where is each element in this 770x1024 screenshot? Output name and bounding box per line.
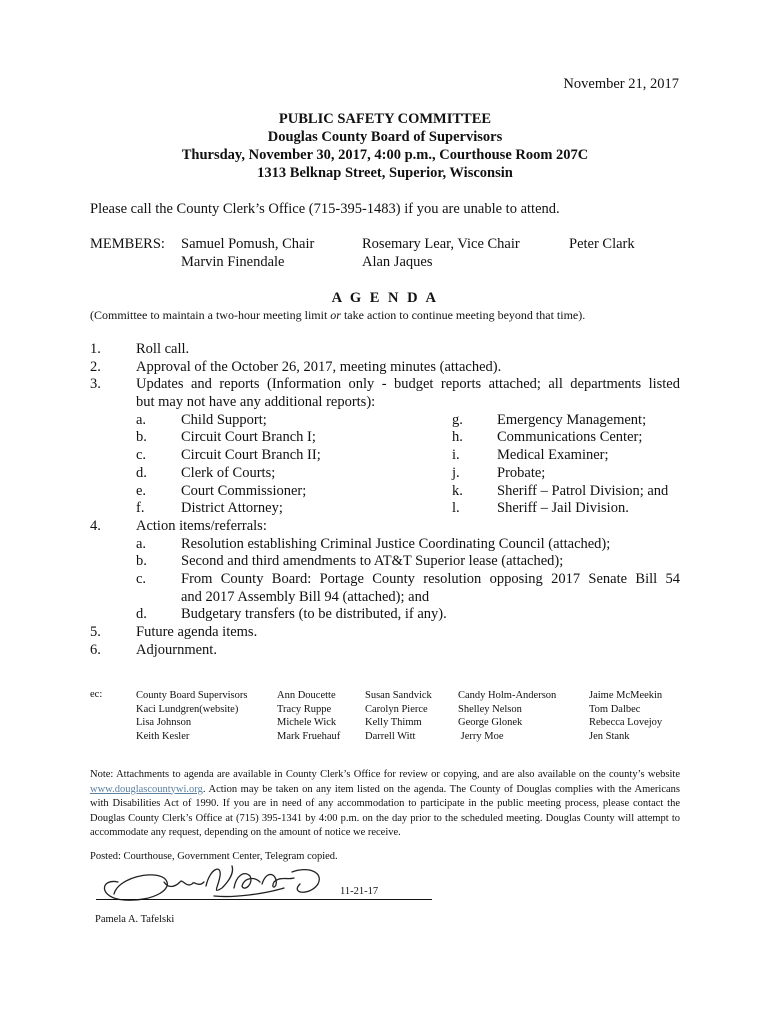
ec-label: ec: bbox=[90, 689, 103, 700]
document-date: November 21, 2017 bbox=[563, 76, 679, 92]
ec-recipient: Kelly Thimm bbox=[365, 717, 422, 729]
ec-recipient: Kaci Lundgren(website) bbox=[136, 703, 239, 715]
action-text: Second and third amendments to AT&T Superior lease (attached); bbox=[181, 553, 564, 570]
report-row bbox=[90, 500, 680, 518]
action-text: Budgetary transfers (to be distributed, if any). bbox=[181, 606, 447, 623]
ec-recipient: Keith Kesler bbox=[136, 730, 190, 742]
report-letter: c. bbox=[136, 447, 147, 464]
board-name: Douglas County Board of Supervisors bbox=[267, 129, 503, 145]
report-text: Circuit Court Branch II; bbox=[181, 447, 321, 464]
ec-row bbox=[136, 716, 709, 730]
agenda-list bbox=[90, 341, 680, 659]
report-text: Court Commissioner; bbox=[181, 482, 307, 499]
agenda-item-text: Updates and reports (Information only - budget reports attached; all departments listed bbox=[136, 376, 680, 393]
report-text: District Attorney; bbox=[181, 500, 283, 517]
accessibility-note: Note: Attachments to agenda are available in County Clerk’s Office for review or copying, and are also available on the county’s website www.douglascountywi.org. Action may be taken on any item listed on the agenda. The County of Douglas complies with the Americans with Disabilities Act of 1990. If you are in need of any accommodation to participate in the public meeting process, please contact the Douglas County Clerk’s Office at (715) 395-1341 by 4:00 p.m. on the day prior to the scheduled meeting. Douglas County will attempt to accommodate any request, depending on the amount of notice we receive. bbox=[90, 769, 680, 838]
signature-date: 11-21-17 bbox=[340, 886, 379, 897]
ec-recipient: George Glonek bbox=[458, 717, 523, 729]
agenda-item-text: Future agenda items. bbox=[136, 624, 258, 640]
agenda-note-emphasis: or bbox=[330, 308, 341, 322]
agenda-item-text: Roll call. bbox=[136, 341, 190, 357]
report-letter: f. bbox=[136, 500, 145, 517]
agenda-item-number: 5. bbox=[90, 624, 101, 640]
ec-row bbox=[136, 689, 709, 703]
agenda-item bbox=[90, 341, 680, 359]
agenda-item bbox=[90, 376, 680, 394]
report-letter: a. bbox=[136, 411, 147, 428]
report-text: Probate; bbox=[497, 464, 546, 481]
posted-line: Posted: Courthouse, Government Center, Telegram copied. bbox=[90, 851, 338, 862]
ec-distribution-table bbox=[136, 689, 709, 743]
ec-recipient: Lisa Johnson bbox=[136, 717, 192, 729]
agenda-item-number: 2. bbox=[90, 358, 101, 375]
agenda-item bbox=[90, 642, 680, 660]
member-name: Rosemary Lear, Vice Chair bbox=[362, 236, 520, 252]
call-notice: Please call the County Clerk’s Office (715-395-1483) if you are unable to attend. bbox=[90, 201, 560, 217]
action-letter: c. bbox=[136, 570, 147, 587]
member-name: Peter Clark bbox=[569, 236, 635, 252]
report-text: Clerk of Courts; bbox=[181, 464, 276, 481]
ec-row bbox=[136, 703, 709, 717]
meeting-address: 1313 Belknap Street, Superior, Wisconsin bbox=[257, 165, 513, 181]
ec-recipient: Candy Holm-Anderson bbox=[458, 690, 557, 701]
member-name: Alan Jaques bbox=[362, 254, 433, 270]
report-row bbox=[90, 412, 680, 430]
ec-recipient: Jaime McMeekin bbox=[589, 690, 663, 701]
report-letter: h. bbox=[452, 429, 463, 446]
ec-recipient: Jen Stank bbox=[589, 730, 630, 742]
ec-row bbox=[136, 730, 709, 744]
report-text: Sheriff – Patrol Division; and bbox=[497, 482, 669, 499]
report-row bbox=[90, 465, 680, 483]
report-text: Medical Examiner; bbox=[497, 447, 609, 464]
ec-recipient: County Board Supervisors bbox=[136, 690, 248, 701]
action-text: From County Board: Portage County resolution opposing 2017 Senate Bill 54 bbox=[181, 570, 680, 587]
report-letter: i. bbox=[452, 447, 460, 464]
report-letter: b. bbox=[136, 429, 147, 446]
ec-recipient: Jerry Moe bbox=[458, 730, 504, 742]
action-text-continued: and 2017 Assembly Bill 94 (attached); and bbox=[181, 588, 430, 605]
ec-recipient: Mark Fruehauf bbox=[277, 730, 341, 742]
agenda-item bbox=[90, 518, 680, 536]
agenda-item-number: 3. bbox=[90, 376, 101, 393]
ec-recipient: Michele Wick bbox=[277, 717, 337, 729]
agenda-item-text: Adjournment. bbox=[136, 641, 217, 658]
ec-recipient: Ann Doucette bbox=[277, 690, 336, 701]
meeting-datetime: Thursday, November 30, 2017, 4:00 p.m., Courthouse Room 207C bbox=[181, 147, 589, 163]
action-row bbox=[90, 553, 680, 571]
report-letter: l. bbox=[452, 500, 460, 517]
county-website-link[interactable]: www.douglascountywi.org bbox=[90, 783, 203, 795]
agenda-item-number: 4. bbox=[90, 517, 101, 534]
ec-recipient: Carolyn Pierce bbox=[365, 703, 428, 715]
report-letter: d. bbox=[136, 464, 147, 481]
ec-recipient: Darrell Witt bbox=[365, 730, 416, 742]
signature-line bbox=[96, 899, 432, 900]
signer-name: Pamela A. Tafelski bbox=[95, 914, 175, 925]
action-row bbox=[90, 606, 680, 624]
ec-recipient: Tom Dalbec bbox=[589, 703, 641, 715]
report-text: Emergency Management; bbox=[497, 411, 647, 428]
report-row bbox=[90, 447, 680, 465]
agenda-note: (Committee to maintain a two-hour meeting limit or take action to continue meeting beyond that time). bbox=[90, 308, 586, 322]
report-letter: g. bbox=[452, 411, 463, 428]
agenda-item-number: 6. bbox=[90, 641, 101, 658]
member-name: Marvin Finendale bbox=[181, 254, 285, 270]
action-row bbox=[90, 571, 680, 589]
committee-title: PUBLIC SAFETY COMMITTEE bbox=[278, 111, 492, 127]
ec-recipient: Tracy Ruppe bbox=[277, 703, 332, 715]
report-text: Child Support; bbox=[181, 411, 267, 428]
ec-recipient: Shelley Nelson bbox=[458, 703, 522, 715]
agenda-item-text: Approval of the October 26, 2017, meeting minutes (attached). bbox=[136, 358, 502, 375]
action-row bbox=[90, 536, 680, 554]
member-name: Samuel Pomush, Chair bbox=[181, 236, 315, 252]
report-text: Circuit Court Branch I; bbox=[181, 429, 316, 446]
agenda-item-number: 1. bbox=[90, 341, 101, 357]
handwritten-signature bbox=[94, 858, 334, 914]
ec-recipient: Susan Sandvick bbox=[365, 690, 432, 701]
agenda-item-text-continued: but may not have any additional reports): bbox=[136, 394, 376, 411]
report-row bbox=[90, 429, 680, 447]
report-row bbox=[90, 483, 680, 501]
action-letter: d. bbox=[136, 606, 147, 623]
agenda-item bbox=[90, 624, 680, 642]
agenda-title: A G E N D A bbox=[331, 290, 439, 306]
action-text: Resolution establishing Criminal Justice Coordinating Council (attached); bbox=[181, 535, 611, 552]
report-letter: k. bbox=[452, 482, 463, 499]
ec-recipient: Rebecca Lovejoy bbox=[589, 717, 663, 729]
agenda-item-text: Action items/referrals: bbox=[136, 517, 267, 534]
members-label: MEMBERS: bbox=[90, 236, 165, 252]
action-letter: b. bbox=[136, 553, 147, 570]
action-letter: a. bbox=[136, 535, 147, 552]
report-text: Communications Center; bbox=[497, 429, 643, 446]
report-text: Sheriff – Jail Division. bbox=[497, 500, 629, 517]
report-letter: e. bbox=[136, 482, 147, 499]
report-letter: j. bbox=[452, 464, 460, 481]
agenda-item bbox=[90, 359, 680, 377]
